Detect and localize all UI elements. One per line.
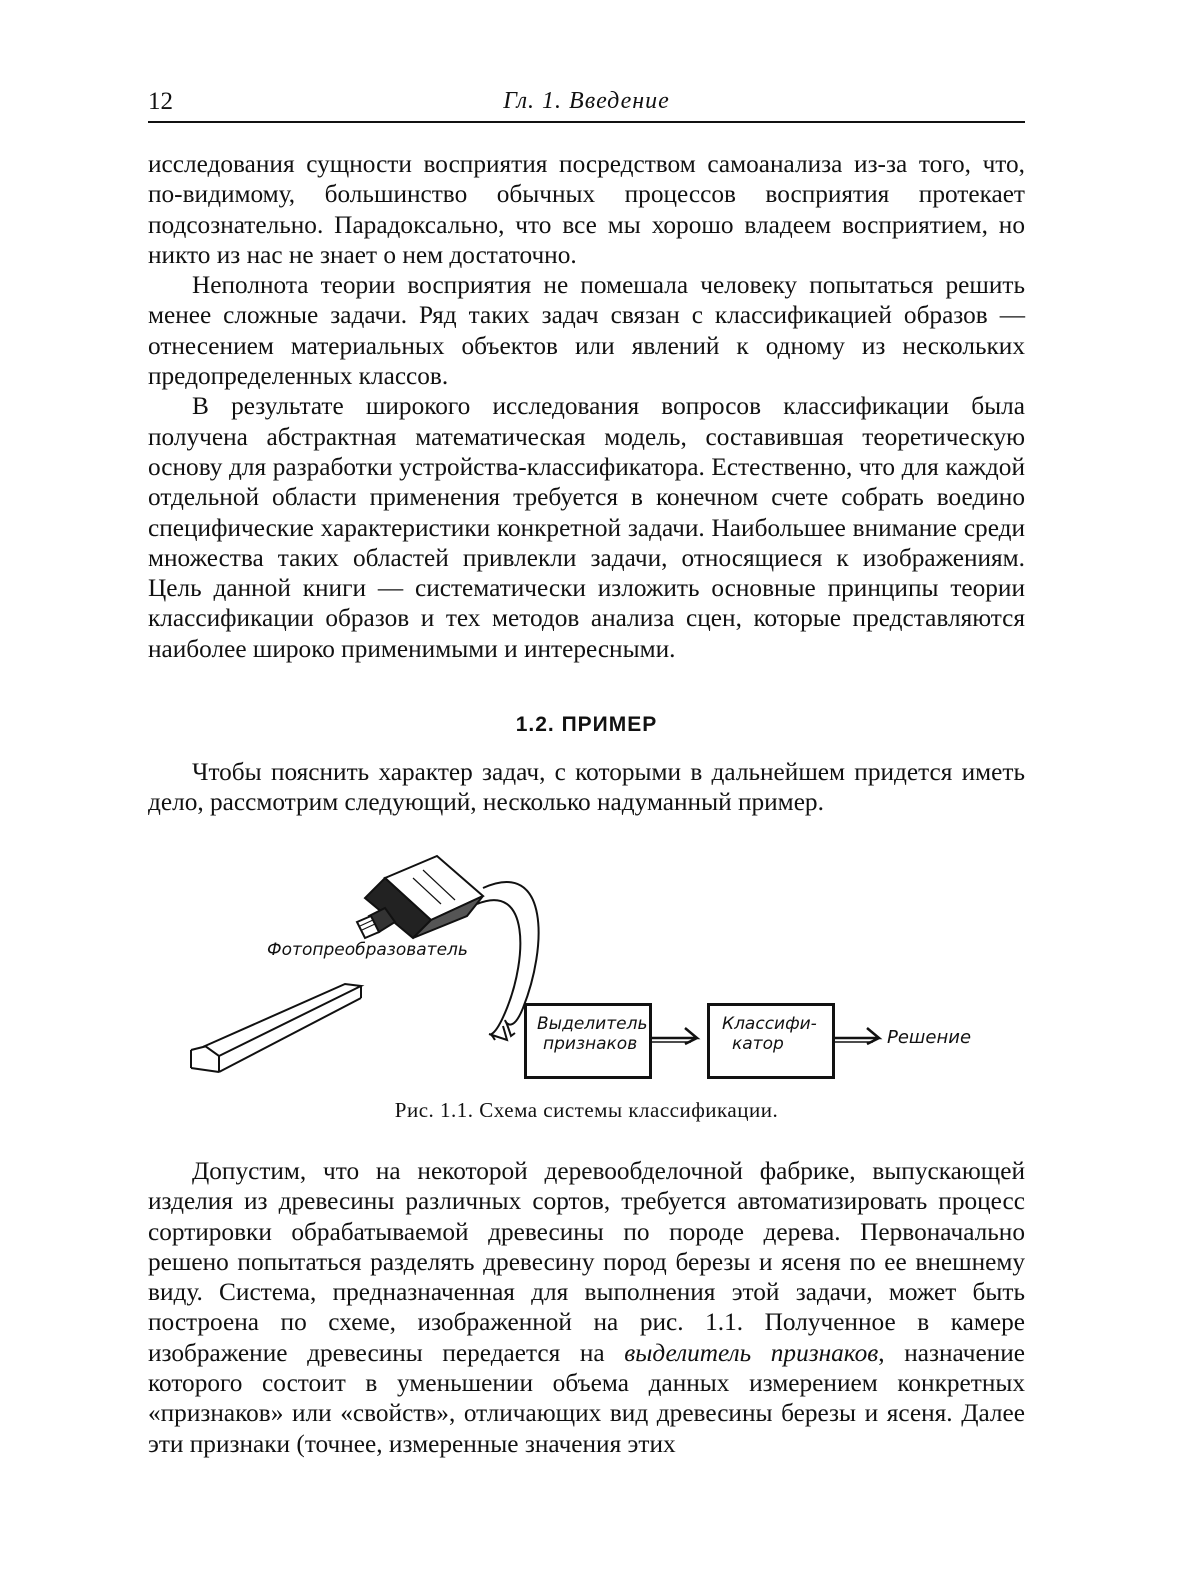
paragraph-part-2: , назначение которого состоит в уменьшении объема данных измерением конкретных «признаков» или «свойств», отличающих вид древесины березы и ясеня. Далее эти признаки (точнее, измеренные значения этих (148, 1338, 1025, 1458)
running-title: Гл. 1. Введение (503, 88, 670, 114)
box2-line1: Классифи- (722, 1014, 817, 1034)
wood-board-shape (191, 984, 361, 1072)
box-feature-extractor (524, 1003, 652, 1079)
box1-line2: признаков (543, 1034, 638, 1054)
figure-caption: Рис. 1.1. Схема системы классификации. (394, 1098, 779, 1122)
page-header (148, 88, 1025, 124)
figure-classification-scheme (185, 848, 995, 1098)
paragraph (148, 1156, 1025, 1459)
page-number: 12 (148, 88, 173, 115)
paragraph: Чтобы пояснить характер задач, с которыми в дальнейшем придется иметь дело, рассмотрим следующий, несколько надуманный пример. (148, 758, 1025, 817)
paragraph: В результате широкого исследования вопросов классификации была получена абстрактная математическая модель, составившая теоретическую основу для разработки устройства-классификатора. Естественно, что для каждой отдельной области применения требуется в конечном счете собрать воедино специфические характеристики конкретной задачи. Наибольшее внимание среди множества таких областей привлекли задачи, относящиеся к изображениям. Цель данной книги — систематически изложить основные принципы теории классификации образов и тех методов анализа сцен, которые представляются наиболее широко применимыми и интересными. (148, 392, 1025, 663)
section-intro (148, 757, 1025, 818)
paragraph: Неполнота теории восприятия не помешала человеку попытаться решить менее сложные задачи. Ряд таких задач связан с классификацией образов — отнесением материальных объектов или явлений к одному из нескольких предопределенных классов. (148, 271, 1025, 391)
camera-icon (357, 856, 483, 938)
emphasis-feature-extractor: выделитель признаков (624, 1338, 879, 1367)
body-text-top (148, 149, 1025, 664)
box-classifier (707, 1003, 835, 1079)
box2-line2: катор (732, 1034, 784, 1054)
paragraph: исследования сущности восприятия посредством самоанализа из-за того, что, по-видимому, большинство обычных процессов восприятия протекает подсознательно. Парадоксально, что все мы хорошо владеем восприятием, но никто из нас не знает о нем достаточно. (148, 150, 1025, 269)
body-text-bottom (148, 1156, 1025, 1459)
arrow-to-classifier (651, 1028, 697, 1044)
paragraph-part-1: Допустим, что на некоторой деревообделочной фабрике, выпускающей изделия из древесины различных сортов, требуется автоматизировать процесс сортировки обрабатываемой древесины по породе дерева. Первоначально решено попытаться разделять древесину пород березы и ясеня по ее внешнему виду. Система, предназначенная для выполнения этой задачи, может быть построена по схеме, изображенной на рис. 1.1. Полученное в камере изображение древесины передается на (148, 1157, 1025, 1367)
header-rule (148, 121, 1025, 123)
box1-line1: Выделитель (537, 1014, 648, 1034)
section-heading: 1.2. ПРИМЕР (515, 713, 658, 736)
arrow-to-decision (835, 1028, 879, 1044)
label-decision: Решение (887, 1027, 972, 1048)
label-photoconverter: Фотопреобразователь (267, 940, 468, 960)
